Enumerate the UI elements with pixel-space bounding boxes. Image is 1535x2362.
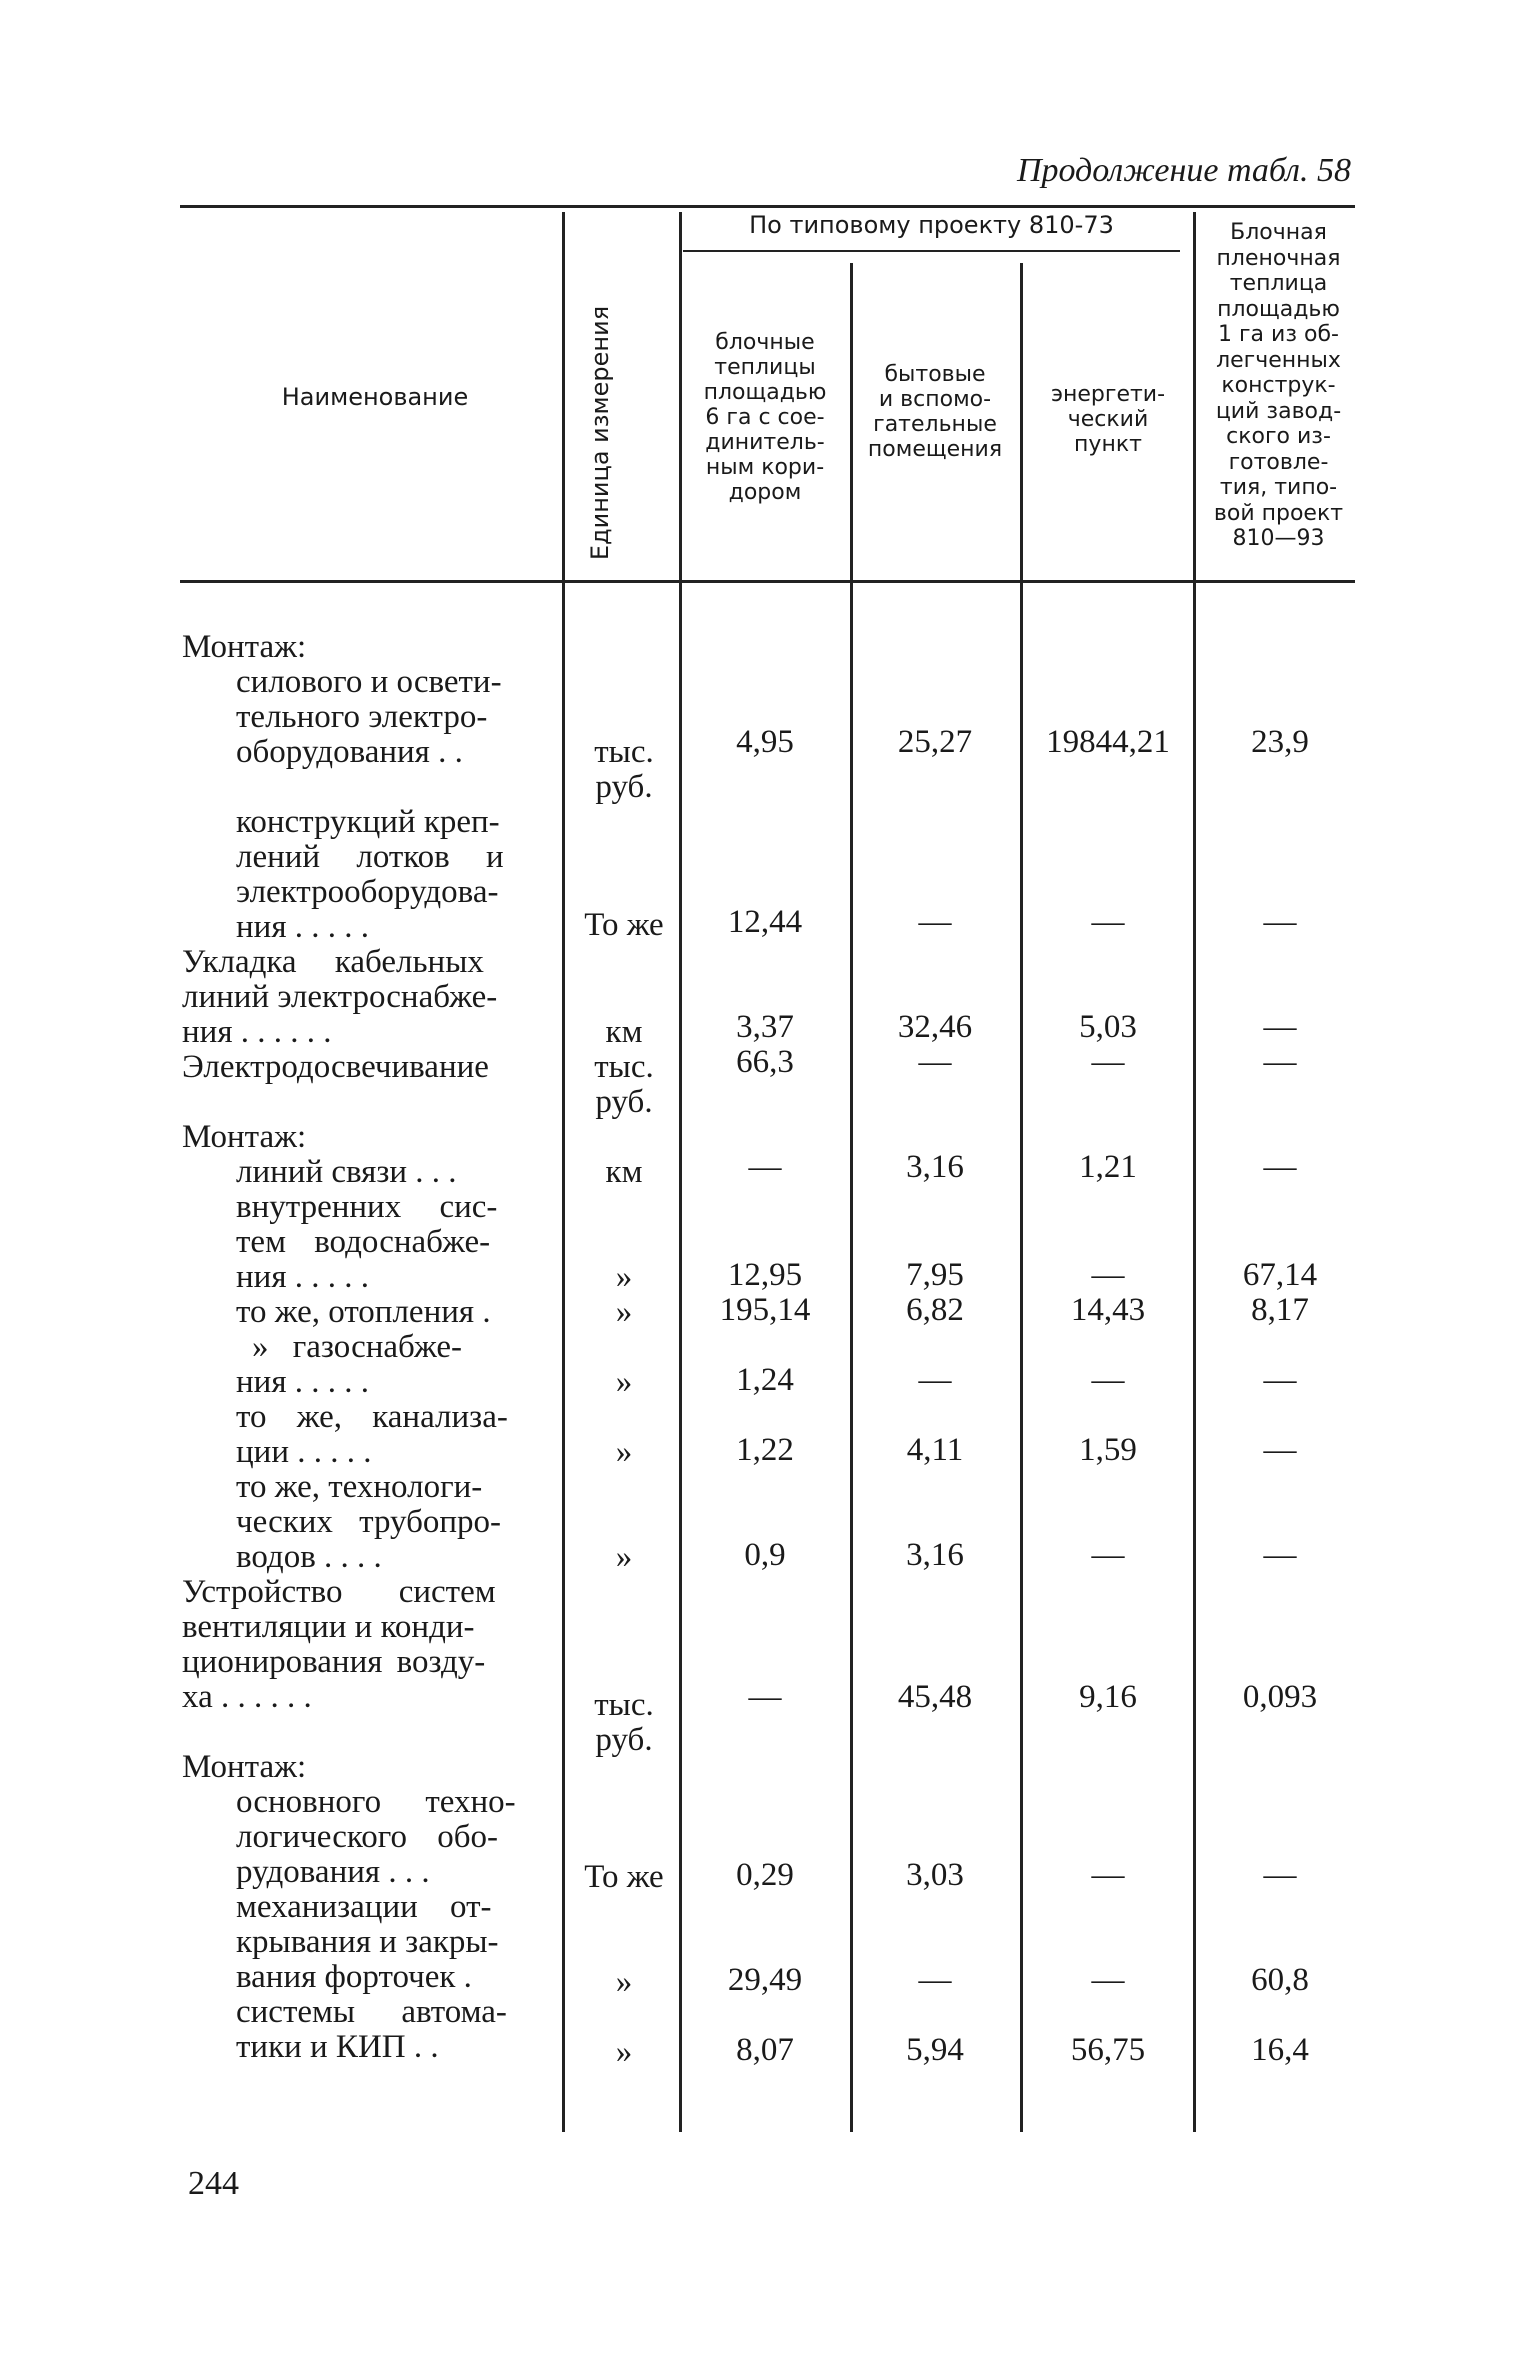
table-cell-unit: »	[615, 1259, 633, 1295]
table-cell: 5,03	[1079, 1009, 1137, 1045]
table-cell: 3,37	[736, 1009, 794, 1045]
table-cell: —	[748, 1679, 782, 1715]
row-name-line: ния . . . . .	[236, 1364, 369, 1400]
table-cell: 19844,21	[1046, 724, 1170, 760]
table-cell: —	[1263, 1432, 1297, 1468]
table-cell-unit: км	[605, 1154, 643, 1190]
row-name-line: электрооборудова-	[236, 874, 499, 910]
row-name-line: тельного электро-	[236, 699, 488, 735]
table-cell: 1,21	[1079, 1149, 1137, 1185]
table-cell: —	[1091, 1962, 1125, 1998]
table-cell: 3,03	[906, 1857, 964, 1893]
row-name-line: ционирования возду-	[182, 1644, 486, 1680]
row-name-line: тем водоснабже-	[236, 1224, 491, 1260]
table-cell: 25,27	[897, 724, 973, 760]
row-name-line: логического обо-	[236, 1819, 498, 1855]
table-cell: —	[1091, 1537, 1125, 1573]
row-name-line: крывания и закры-	[236, 1924, 499, 1960]
table-header-rule	[180, 580, 1355, 583]
table-cell: —	[1091, 1362, 1125, 1398]
row-name-line: линий связи . . .	[236, 1154, 457, 1190]
row-name-line: основного техно-	[236, 1784, 516, 1820]
table-cell: 1,59	[1079, 1432, 1137, 1468]
row-name-line: оборудования . .	[236, 734, 463, 770]
row-name-line: вентиляции и конди-	[182, 1609, 475, 1645]
section-heading: Монтаж:	[182, 629, 307, 665]
table-cell-unit: »	[615, 1364, 633, 1400]
table-cell: 60,8	[1251, 1962, 1309, 1998]
header-name: Наименование	[281, 383, 469, 411]
row-name-line: ческих трубопро-	[236, 1504, 502, 1540]
table-cell: 12,95	[727, 1257, 803, 1293]
header-unit: Единица измерения	[586, 305, 614, 561]
table-cell: 56,75	[1070, 2032, 1146, 2068]
table-cell: —	[748, 1149, 782, 1185]
table-cell: 12,44	[727, 904, 803, 940]
table-cell: —	[1263, 1044, 1297, 1080]
table-cell: 23,9	[1251, 724, 1309, 760]
table-cell: 6,82	[906, 1292, 964, 1328]
table-cell: 4,11	[906, 1432, 964, 1468]
row-name-line: механизации от-	[236, 1889, 492, 1925]
table-cell-unit: тыс. руб.	[594, 1687, 654, 1758]
column-divider	[562, 212, 565, 2132]
header-col4: Блочная пленочная теплица площадью 1 га из об- легченных конструк- ций завод- ского из- готовле- тия, типо- вой проект 810—93	[1213, 220, 1344, 551]
table-cell: 1,24	[736, 1362, 794, 1398]
section-heading: Монтаж:	[182, 1119, 307, 1155]
table-cell: 7,95	[906, 1257, 964, 1293]
table-cell-unit: »	[615, 1294, 633, 1330]
row-name-line: линий электроснабже-	[182, 979, 498, 1015]
table-cell: 3,16	[906, 1537, 964, 1573]
table-cell: —	[1091, 1257, 1125, 1293]
row-name-line: конструкций креп-	[236, 804, 500, 840]
table-cell: 0,9	[744, 1537, 786, 1573]
table-cell: 8,17	[1251, 1292, 1309, 1328]
row-name-line: то же, отопления .	[236, 1294, 491, 1330]
row-name-line: внутренних сис-	[236, 1189, 498, 1225]
header-col2: бытовые и вспомо- гательные помещения	[867, 362, 1003, 462]
row-name-line: Устройство систем	[182, 1574, 496, 1610]
column-divider	[1020, 263, 1023, 2132]
table-cell: —	[1263, 1537, 1297, 1573]
header-col1: блочные теплицы площадью 6 га с сое- динитель- ным кори- дором	[703, 330, 827, 505]
table-cell: —	[1263, 1857, 1297, 1893]
table-cell-unit: »	[615, 2034, 633, 2070]
table-cell: —	[1263, 1362, 1297, 1398]
table-cell: —	[1091, 1857, 1125, 1893]
table-cell-unit: »	[615, 1539, 633, 1575]
table-cell: —	[1091, 1044, 1125, 1080]
table-cell: 32,46	[897, 1009, 973, 1045]
table-cell: 67,14	[1242, 1257, 1318, 1293]
table-cell: —	[1263, 1149, 1297, 1185]
row-name-line: ха . . . . . .	[182, 1679, 312, 1715]
table-caption: Продолжение табл. 58	[1016, 152, 1351, 189]
row-name-line: лений лотков и	[236, 839, 504, 875]
page-number: 244	[188, 2165, 239, 2202]
table-cell: 29,49	[727, 1962, 803, 1998]
table-cell-unit: То же	[584, 907, 664, 943]
row-name-line: ции . . . . .	[236, 1434, 372, 1470]
table-cell: 8,07	[736, 2032, 794, 2068]
table-cell: 0,29	[736, 1857, 794, 1893]
table-cell-unit: тыс. руб.	[594, 1049, 654, 1120]
table-cell: —	[1263, 1009, 1297, 1045]
row-name-line: ния . . . . .	[236, 909, 369, 945]
row-name-line: » газоснабже-	[252, 1329, 463, 1365]
table-cell-unit: »	[615, 1964, 633, 2000]
row-name-line: рудования . . .	[236, 1854, 430, 1890]
row-name-line: то же, технологи-	[236, 1469, 483, 1505]
row-name-line: водов . . . .	[236, 1539, 382, 1575]
table-cell: 66,3	[736, 1044, 794, 1080]
row-name-line: силового и освети-	[236, 664, 502, 700]
table-cell: —	[1091, 904, 1125, 940]
table-cell: —	[918, 1962, 952, 1998]
group-header-rule	[683, 250, 1180, 252]
table-cell-unit: тыс. руб.	[594, 734, 654, 805]
table-cell: 195,14	[719, 1292, 811, 1328]
table-cell: 1,22	[736, 1432, 794, 1468]
table-top-rule	[180, 205, 1355, 208]
table-cell: —	[918, 1044, 952, 1080]
row-name-line: Укладка кабельных	[182, 944, 484, 980]
table-cell: 14,43	[1070, 1292, 1146, 1328]
table-cell: 9,16	[1079, 1679, 1137, 1715]
table-cell: —	[1263, 904, 1297, 940]
table-cell: 45,48	[897, 1679, 973, 1715]
row-name-line: вания форточек .	[236, 1959, 472, 1995]
table-cell: 4,95	[736, 724, 794, 760]
section-heading: Монтаж:	[182, 1749, 307, 1785]
table-cell: 3,16	[906, 1149, 964, 1185]
row-name-line: ния . . . . .	[236, 1259, 369, 1295]
row-name-line: то же, канализа-	[236, 1399, 508, 1435]
table-cell: 5,94	[906, 2032, 964, 2068]
column-divider	[850, 263, 853, 2132]
row-name-line: ния . . . . . .	[182, 1014, 332, 1050]
table-cell: 0,093	[1242, 1679, 1318, 1715]
row-name-line: Электродосвечивание	[182, 1049, 489, 1085]
table-cell: 16,4	[1251, 2032, 1309, 2068]
table-cell-unit: »	[615, 1434, 633, 1470]
table-cell: —	[918, 1362, 952, 1398]
header-group: По типовому проекту 810-73	[749, 211, 1114, 239]
row-name-line: системы автома-	[236, 1994, 507, 2030]
row-name-line: тики и КИП . .	[236, 2029, 439, 2065]
header-col3: энергети- ческий пункт	[1050, 382, 1166, 457]
table-cell-unit: км	[605, 1014, 643, 1050]
table-cell-unit: То же	[584, 1859, 664, 1895]
table-cell: —	[918, 904, 952, 940]
